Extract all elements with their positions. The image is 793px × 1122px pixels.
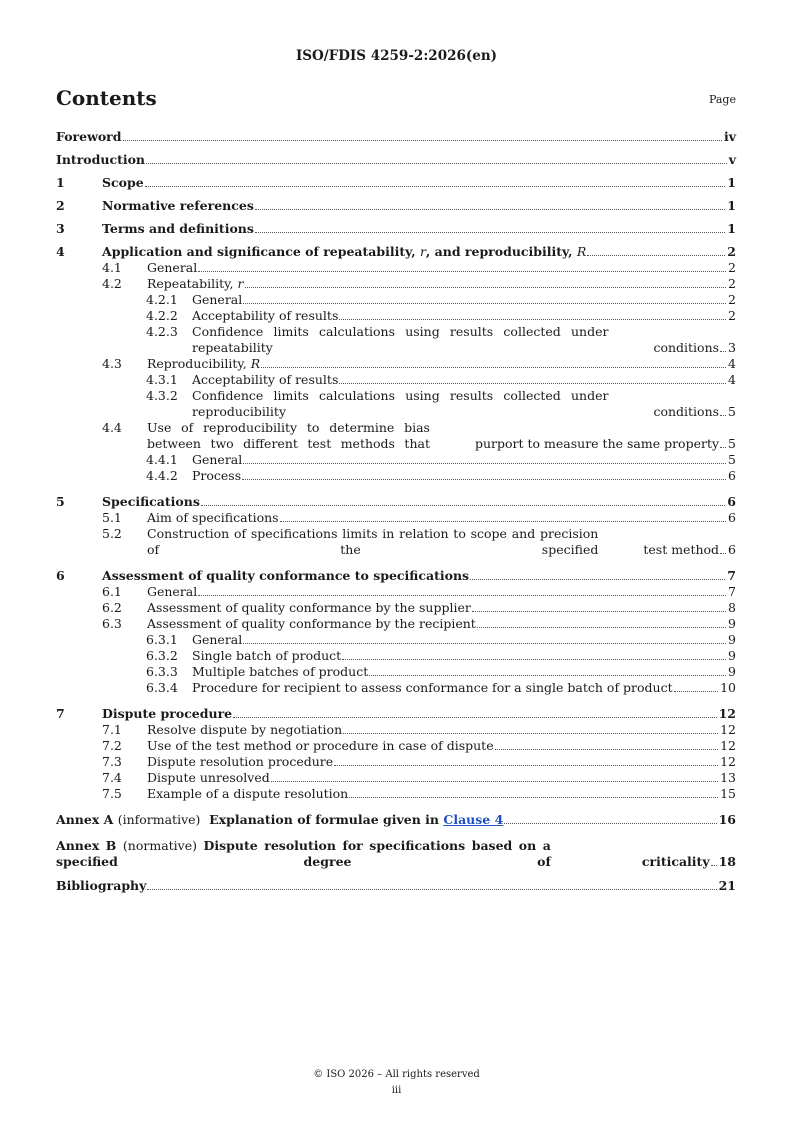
toc-entry-1[interactable] [56,175,736,191]
toc-entry-number: 7.5 [102,786,122,801]
dot-leader [123,140,722,141]
toc-entry-number: 7 [56,706,65,721]
toc-entry-number: 5 [56,494,65,509]
toc-entry-label: Assessment of quality conformance to specifications [102,568,470,583]
annex-kind: (informative) [117,812,201,827]
toc-entry-4-4-2[interactable] [56,468,736,484]
toc-entry-label-line1: Construction of specifications limits in relation to scope and precision of the specified [147,526,599,557]
toc-entry-label: Use of the test method or procedure in case of dispute [147,738,494,753]
toc-entry-number: 6.3 [102,616,122,631]
toc-entry-number: 4.2.1 [146,292,178,307]
toc-entry-label: Multiple batches of product [192,664,369,679]
toc-entry-page: 12 [718,706,736,721]
toc-entry-page: 9 [728,632,736,647]
toc-entry-annex-a[interactable] [56,812,736,828]
toc-entry-label: Foreword [56,129,122,144]
toc-entry-page: v [728,152,736,167]
dot-leader [504,823,716,824]
dot-leader [198,271,726,272]
toc-entry-label: Scope [102,175,144,190]
toc-entry-6-3-3[interactable] [56,664,736,680]
dot-leader [711,865,717,866]
toc-entry-page: 5 [728,404,736,419]
toc-entry-number: 3 [56,221,65,236]
toc-entry-label: Procedure for recipient to assess conformance for a single batch of product [192,680,673,695]
toc-entry-page: 6 [728,542,736,557]
toc-entry-6-1[interactable] [56,584,736,600]
toc-entry-page: 4 [728,372,736,387]
toc-entry-page: 2 [728,292,736,307]
toc-entry-page: 7 [727,568,736,583]
toc-entry-number: 4.3 [102,356,122,371]
toc-entry-4-1[interactable] [56,260,736,276]
dot-leader [369,675,726,676]
toc-entry-6-3-2[interactable] [56,648,736,664]
dot-leader [243,463,726,464]
toc-entry-page: 5 [728,436,736,451]
toc-entry-foreword[interactable] [56,129,736,145]
toc-entry-label: Terms and definitions [102,221,254,236]
annex-kind: (normative) [122,838,197,853]
toc-entry-3[interactable] [56,221,736,237]
toc-entry-number: 6.2 [102,600,122,615]
toc-entry-page: 1 [727,221,736,236]
toc-entry-number: 4 [56,244,65,259]
toc-entry-label: Dispute procedure [102,706,233,721]
toc-entry-number: 7.2 [102,738,122,753]
toc-entry-page: 15 [720,786,736,801]
toc-entry-introduction[interactable] [56,152,736,168]
dot-leader [720,447,726,448]
dot-leader [495,749,718,750]
toc-entry-label: Annex A (informative) Explanation of formulae given in Clause 4 [56,812,504,827]
toc-entry-number: 4.4 [102,420,122,435]
dot-leader [349,797,718,798]
toc-entry-number: 4.2.3 [146,324,178,339]
toc-entry-2[interactable] [56,198,736,214]
toc-entry-label: Acceptability of results [192,308,339,323]
toc-entry-5-2[interactable] [56,526,736,558]
toc-entry-number: 6.3.3 [146,664,178,679]
toc-entry-number: 5.2 [102,526,122,541]
annex-prefix: Annex A [56,812,114,827]
toc-entry-7-2[interactable] [56,738,736,754]
toc-entry-page: 6 [728,468,736,483]
toc-entry-label-line1: Annex B (normative) Dispute resolution for specifications based on a specified degree of [56,838,551,869]
dot-leader [147,889,716,890]
dot-leader [587,255,725,256]
toc-entry-6-2[interactable] [56,600,736,616]
toc-entry-label-line1: Confidence limits calculations using results collected under repeatability [192,324,609,355]
dot-leader [472,611,726,612]
toc-entry-4-4-1[interactable] [56,452,736,468]
toc-entry-number: 4.3.2 [146,388,178,403]
toc-entry-label: Single batch of product [192,648,342,663]
toc-entry-page: 2 [728,276,736,291]
toc-entry-page: 2 [728,260,736,275]
toc-entry-number: 7.1 [102,722,122,737]
dot-leader [339,319,726,320]
dot-leader [477,627,726,628]
toc-entry-label: Aim of specifications [147,510,279,525]
toc-entry-label: Dispute unresolved [147,770,270,785]
page-column-label: Page [708,93,736,106]
dot-leader [245,287,727,288]
toc-entry-number: 4.2 [102,276,122,291]
toc-entry-7[interactable] [56,706,736,722]
dot-leader [146,163,727,164]
toc-entry-7-4[interactable] [56,770,736,786]
dot-leader [720,415,726,416]
toc-entry-label: General [147,584,198,599]
toc-entry-page: 13 [720,770,736,785]
dot-leader [334,765,718,766]
toc-entry-label-line2: criticality [641,854,710,869]
toc-entry-number: 7.4 [102,770,122,785]
toc-entry-number: 6 [56,568,65,583]
toc-entry-number: 6.1 [102,584,122,599]
toc-entry-page: 18 [718,854,736,869]
toc-entry-page: 12 [720,738,736,753]
toc-entry-page: 9 [728,648,736,663]
toc-entry-label-line2: test method [643,542,720,557]
toc-entry-number: 4.4.1 [146,452,178,467]
toc-entry-label: Application and significance of repeatability, r, and reproducibility, R [102,244,587,259]
toc-entry-7-5[interactable] [56,786,736,802]
toc-entry-6[interactable] [56,568,736,584]
toc-entry-label: Normative references [102,198,254,213]
dot-leader [233,717,716,718]
toc-entry-4-3[interactable] [56,356,736,372]
toc-entry-number: 6.3.1 [146,632,178,647]
page-number: iii [391,1085,402,1096]
toc-entry-page: 16 [718,812,736,827]
dot-leader [720,351,726,352]
toc-entry-label-line2: conditions [653,340,720,355]
dot-leader [342,659,726,660]
toc-entry-4-4[interactable] [56,420,736,452]
toc-entry-label-line2: conditions [653,404,720,419]
toc-entry-label: General [192,452,243,467]
toc-entry-label: Introduction [56,152,146,167]
toc-entry-4-2-1[interactable] [56,292,736,308]
toc-entry-number: 2 [56,198,65,213]
toc-entry-page: 6 [728,510,736,525]
toc-entry-4-2[interactable] [56,276,736,292]
toc-entry-number: 4.2.2 [146,308,178,323]
toc-entry-page: 1 [727,198,736,213]
toc-entry-7-1[interactable] [56,722,736,738]
toc-entry-page: 1 [727,175,736,190]
toc-entry-4-3-1[interactable] [56,372,736,388]
dot-leader [198,595,726,596]
toc-entry-label: Reproducibility, R [147,356,261,371]
toc-entry-label: General [192,632,243,647]
toc-entry-page: 2 [728,308,736,323]
toc-entry-number: 6.3.4 [146,680,178,695]
toc-entry-5[interactable] [56,494,736,510]
dot-leader [261,367,726,368]
toc-entry-page: 7 [728,584,736,599]
toc-entry-number: 4.4.2 [146,468,178,483]
dot-leader [243,643,726,644]
toc-entry-label-line1: Use of reproducibility to determine bias between two different test methods that [147,420,430,451]
toc-entry-6-3-4[interactable] [56,680,736,696]
dot-leader [720,553,726,554]
clause-4-link[interactable]: Clause 4 [443,812,504,827]
dot-leader [674,691,718,692]
annex-prefix: Annex B [56,838,117,853]
toc-entry-bibliography[interactable] [56,878,736,894]
dot-leader [255,209,725,210]
toc-entry-page: 2 [727,244,736,259]
toc-entry-label: General [147,260,198,275]
toc-entry-page: 12 [720,722,736,737]
toc-entry-number: 5.1 [102,510,122,525]
toc-entry-page: 12 [720,754,736,769]
toc-entry-page: 9 [728,616,736,631]
copyright-notice: © ISO 2026 – All rights reserved [313,1069,480,1080]
contents-title-row [56,86,736,112]
toc-entry-6-3-1[interactable] [56,632,736,648]
table-of-contents [56,129,736,894]
dot-leader [280,521,726,522]
toc-entry-label: Assessment of quality conformance by the recipient [147,616,476,631]
dot-leader [243,303,726,304]
toc-entry-page: 8 [728,600,736,615]
toc-entry-number: 7.3 [102,754,122,769]
toc-entry-label: Dispute resolution procedure [147,754,334,769]
toc-entry-label: Assessment of quality conformance by the supplier [147,600,471,615]
toc-entry-4-3-2[interactable] [56,388,736,420]
toc-entry-page: 5 [728,452,736,467]
toc-entry-label: Acceptability of results [192,372,339,387]
toc-entry-4[interactable] [56,244,736,260]
toc-entry-label: General [192,292,243,307]
toc-entry-page: 4 [728,356,736,371]
dot-leader [470,579,725,580]
toc-entry-5-1[interactable] [56,510,736,526]
dot-leader [242,479,726,480]
toc-entry-page: 21 [718,878,736,893]
toc-entry-label: Specifications [102,494,200,509]
dot-leader [271,781,718,782]
toc-entry-label: Bibliography [56,878,147,893]
dot-leader [339,383,726,384]
toc-entry-page: 10 [720,680,736,695]
toc-entry-6-3[interactable] [56,616,736,632]
toc-entry-number: 1 [56,175,65,190]
toc-entry-7-3[interactable] [56,754,736,770]
document-header: ISO/FDIS 4259-2:2026(en) [295,48,498,64]
toc-entry-label: Process [192,468,242,483]
dot-leader [145,186,726,187]
toc-entry-number: 6.3.2 [146,648,178,663]
dot-leader [201,505,725,506]
toc-entry-page: 3 [728,340,736,355]
toc-entry-label-line1: Confidence limits calculations using results collected under reproducibility [192,388,609,419]
dot-leader [255,232,725,233]
toc-entry-4-2-3[interactable] [56,324,736,356]
toc-entry-page: 9 [728,664,736,679]
toc-entry-page: 6 [727,494,736,509]
toc-entry-label-line2: purport to measure the same property [474,436,720,451]
toc-entry-annex-b[interactable] [56,838,736,870]
toc-entry-label: Resolve dispute by negotiation [147,722,343,737]
toc-entry-4-2-2[interactable] [56,308,736,324]
toc-entry-label: Example of a dispute resolution [147,786,349,801]
toc-entry-number: 4.1 [102,260,122,275]
page-title: Contents [56,86,157,110]
toc-entry-label: Repeatability, r [147,276,244,291]
toc-entry-number: 4.3.1 [146,372,178,387]
dot-leader [343,733,718,734]
page-footer [0,1067,793,1099]
toc-entry-page: iv [723,129,736,144]
